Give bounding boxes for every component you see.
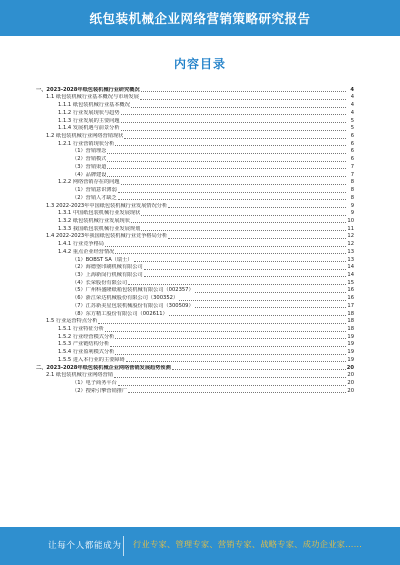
toc-entry-page: 11 (347, 225, 354, 232)
toc-entry[interactable] (36, 125, 354, 133)
toc-entry-title: 1.1.3 行业发展的主要问题 (58, 117, 120, 124)
toc-entry-title: 1.1.1 纸包装机械行业基本概况 (58, 102, 130, 109)
toc-leader-dots (124, 138, 346, 139)
toc-entry[interactable] (36, 94, 354, 102)
toc-entry-title: 1.2.2 网络营销存在的问题 (58, 179, 120, 186)
toc-leader-dots (179, 300, 346, 301)
toc-leader-dots (107, 168, 346, 169)
toc-entry-title: 1.5.5 进入本行业的主要障碍 (58, 356, 125, 363)
toc-entry-page: 19 (347, 356, 354, 363)
toc-leader-dots (121, 122, 346, 123)
toc-entry[interactable] (36, 101, 354, 109)
toc-entry[interactable] (36, 163, 354, 171)
toc-entry[interactable] (36, 202, 354, 210)
toc-entry[interactable] (36, 109, 354, 117)
toc-entry-title: （5）广州科盛隆纸箱包装机械有限公司（002357） (72, 287, 194, 294)
toc-leader-dots (121, 130, 346, 131)
report-header-bar (0, 0, 400, 36)
toc-entry[interactable] (36, 186, 354, 194)
footer-bar (0, 527, 400, 565)
toc-entry-page: 12 (347, 233, 354, 240)
toc-entry[interactable] (36, 179, 354, 187)
toc-leader-dots (141, 230, 346, 231)
toc-entry[interactable] (36, 341, 354, 349)
toc-entry-title: 1.2.1 行业营销现状分析 (58, 140, 115, 147)
toc-leader-dots (121, 184, 346, 185)
toc-entry[interactable] (36, 140, 354, 148)
toc-leader-dots (115, 145, 346, 146)
toc-entry-page: 20 (347, 387, 354, 394)
toc-leader-dots (140, 99, 346, 100)
toc-entry-page: 19 (347, 349, 354, 356)
toc-leader-dots (115, 354, 346, 355)
toc-leader-dots (121, 114, 346, 115)
toc-entry[interactable] (36, 256, 354, 264)
toc-leader-dots (195, 292, 346, 293)
toc-leader-dots (144, 276, 346, 277)
toc-entry-title: 1.5.4 行业盈利模式分析 (58, 349, 115, 356)
toc-leader-dots (134, 261, 347, 262)
toc-entry-page: 19 (347, 341, 354, 348)
toc-entry[interactable] (36, 379, 354, 387)
footer-tagline: 行业专家、管理专家、营销专家、战略专家、成功企业家…… (133, 539, 363, 549)
toc-entry-title: （4）品牌建设 (72, 171, 107, 178)
toc-leader-dots (141, 215, 346, 216)
toc-leader-dots (115, 253, 346, 254)
toc-entry-title: 1.3.2 纸包装机械行业发展现状 (58, 217, 130, 224)
toc-entry-title: （3）上海新闵行机械有限公司 (72, 271, 143, 278)
toc-entry-page: 16 (347, 287, 354, 294)
toc-leader-dots (115, 338, 346, 339)
footer-divider (123, 536, 124, 556)
toc-leader-dots (131, 222, 346, 223)
toc-entry[interactable] (36, 279, 354, 287)
toc-entry-page: 6 (350, 156, 354, 163)
toc-entry-title: 1.5.1 行业特征分析 (58, 326, 104, 332)
toc-entry[interactable] (36, 132, 354, 140)
toc-entry-page: 9 (350, 210, 354, 217)
toc-entry-page: 16 (347, 295, 354, 302)
toc-leader-dots (144, 269, 346, 270)
toc-entry-page: 15 (347, 279, 354, 286)
toc-entry-title: 1.5.2 行业经营模式分析 (58, 333, 115, 340)
toc-entry[interactable] (36, 171, 354, 179)
toc-leader-dots (118, 385, 346, 386)
toc-entry-title: 1.3.1 中国纸包装机械行业发展现状 (58, 210, 141, 217)
toc-leader-dots (195, 307, 346, 308)
toc-entry-title: 一、2023-2028年纸包装机械行业研究概况 (36, 86, 140, 93)
toc-entry[interactable] (36, 387, 354, 395)
toc-entry-title: 1.4.2 重点企业经营情况 (58, 248, 115, 255)
toc-leader-dots (118, 199, 346, 200)
toc-entry[interactable] (36, 217, 354, 225)
toc-entry-title: （3）营销渠道 (72, 163, 107, 170)
toc-entry[interactable] (36, 117, 354, 125)
toc-entry-title: （4）长荣股份有限公司 (72, 279, 128, 286)
toc-entry-page: 4 (350, 109, 354, 116)
toc-entry-page: 14 (347, 264, 354, 271)
toc-heading: 内容目录 (173, 57, 226, 71)
toc-entry-title: 1.1.4 发展机遇与前景分析 (58, 125, 120, 132)
toc-leader-dots (105, 331, 346, 332)
toc-entry-title: 1.1.2 行业发展现状与趋势 (58, 109, 120, 116)
toc-entry[interactable] (36, 325, 354, 333)
toc-entry-page: 6 (350, 133, 354, 140)
toc-leader-dots (131, 107, 346, 108)
toc-entry-title: 2.1 纸包装机械行业网络营销 (46, 372, 113, 379)
toc-entry[interactable] (36, 271, 354, 279)
toc-entry-title: 1.4 2022-2023年我国纸包装机械行业竞争格局分析 (46, 233, 168, 240)
toc-entry-title: （1）营销理念 (72, 148, 107, 155)
toc-entry-page: 8 (350, 194, 354, 201)
toc-entry-title: 二、2023-2028年纸包装机械企业网络营销发展趋势预测 (36, 364, 171, 371)
toc-entry-title: 1.2 纸包装机械行业网络营销现状 (46, 133, 124, 140)
toc-entry[interactable] (36, 364, 354, 372)
toc-entry-page: 12 (347, 241, 354, 248)
toc-leader-dots (128, 284, 346, 285)
toc-entry-title: 1.3.3 我国纸包装机械行业发展规划 (58, 225, 141, 232)
toc-entry-title: 1.3 2022-2023年中国纸包装机械行业发展情况分析 (46, 202, 168, 209)
toc-entry-page: 10 (347, 217, 354, 224)
toc-entry[interactable] (36, 356, 354, 364)
toc-leader-dots (128, 392, 346, 393)
toc-leader-dots (141, 91, 346, 92)
toc-entry-page: 6 (350, 148, 354, 155)
toc-leader-dots (169, 315, 346, 316)
toc-entry[interactable] (36, 210, 354, 218)
toc-entry-page: 17 (347, 302, 354, 309)
toc-entry[interactable] (36, 287, 354, 295)
toc-entry-page: 6 (350, 140, 354, 147)
toc-entry[interactable] (36, 310, 354, 318)
toc-entry-page: 13 (347, 248, 354, 255)
toc-entry-page: 14 (347, 271, 354, 278)
toc-entry[interactable] (36, 372, 354, 380)
toc-leader-dots (98, 323, 346, 324)
toc-entry-page: 8 (350, 179, 354, 186)
toc-entry-page: 4 (350, 86, 354, 93)
toc-leader-dots (107, 153, 346, 154)
toc-entry-page: 7 (350, 171, 354, 178)
toc-entry-page: 20 (347, 380, 354, 387)
report-title: 纸包装机械企业网络营销策略研究报告 (89, 11, 311, 26)
toc-leader-dots (168, 207, 346, 208)
toc-entry-title: （1）营销意识薄弱 (72, 187, 117, 194)
toc-entry-page: 7 (350, 163, 354, 170)
toc-entry-page: 5 (350, 117, 354, 124)
toc-entry[interactable] (36, 333, 354, 341)
footer-slogan: 让每个人都能成为 (48, 541, 122, 551)
toc-entry[interactable] (36, 148, 354, 156)
toc-entry[interactable] (36, 155, 354, 163)
toc-entry-page: 18 (347, 318, 354, 325)
toc-leader-dots (168, 238, 346, 239)
toc-leader-dots (110, 346, 346, 347)
toc-entry-page: 5 (350, 125, 354, 132)
toc-entry-page: 4 (350, 102, 354, 109)
toc-entry[interactable] (36, 233, 354, 241)
toc-entry-title: （2）搜索引擎营销推广 (72, 387, 128, 394)
toc-leader-dots (172, 369, 346, 370)
toc-entry-title: （2）营销人才缺乏 (72, 194, 117, 201)
toc-entry-page: 18 (347, 326, 354, 332)
toc-entry-title: （2）海德堡印刷机械有限公司 (72, 264, 143, 271)
toc-entry[interactable] (36, 348, 354, 356)
toc-leader-dots (107, 161, 346, 162)
toc-leader-dots (118, 192, 346, 193)
toc-entry[interactable] (36, 86, 354, 94)
toc-entry[interactable] (36, 248, 354, 256)
toc-entry-page: 13 (347, 256, 354, 263)
table-of-contents (36, 86, 354, 395)
toc-entry-page: 4 (350, 94, 354, 101)
toc-entry-page: 18 (347, 310, 354, 317)
toc-entry[interactable] (36, 302, 354, 310)
toc-entry[interactable] (36, 194, 354, 202)
toc-entry[interactable] (36, 318, 354, 326)
toc-entry[interactable] (36, 264, 354, 272)
toc-entry-page: 20 (347, 372, 354, 379)
toc-entry[interactable] (36, 294, 354, 302)
toc-entry-title: 1.5.3 产业链结构分析 (58, 341, 110, 348)
toc-entry-title: （1）电子商务平台 (72, 380, 117, 387)
toc-leader-dots (126, 361, 346, 362)
toc-entry-title: 1.5 行业运营特点分析 (46, 318, 98, 325)
toc-leader-dots (107, 176, 346, 177)
toc-entry-page: 19 (347, 333, 354, 340)
toc-entry-title: （7）江苏新美星包装机械股份有限公司（300509） (72, 302, 194, 309)
toc-entry-page: 9 (350, 202, 354, 209)
toc-entry[interactable] (36, 225, 354, 233)
toc-entry-title: 1.4.1 行业竞争格局 (58, 241, 104, 248)
toc-entry[interactable] (36, 240, 354, 248)
toc-entry-title: （6）浙江荣达机械股份有限公司（300352） (72, 295, 179, 302)
toc-entry-page: 20 (346, 364, 354, 371)
toc-leader-dots (105, 246, 346, 247)
toc-entry-title: 1.1 纸包装机械行业基本概况与市场发展 (46, 94, 139, 101)
toc-leader-dots (114, 377, 346, 378)
toc-entry-page: 8 (350, 187, 354, 194)
toc-entry-title: （8）东方精工股份有限公司（002611） (72, 310, 168, 317)
toc-entry-title: （1）BOBST SA（瑞士） (72, 256, 133, 263)
toc-entry-title: （2）营销模式 (72, 156, 107, 163)
